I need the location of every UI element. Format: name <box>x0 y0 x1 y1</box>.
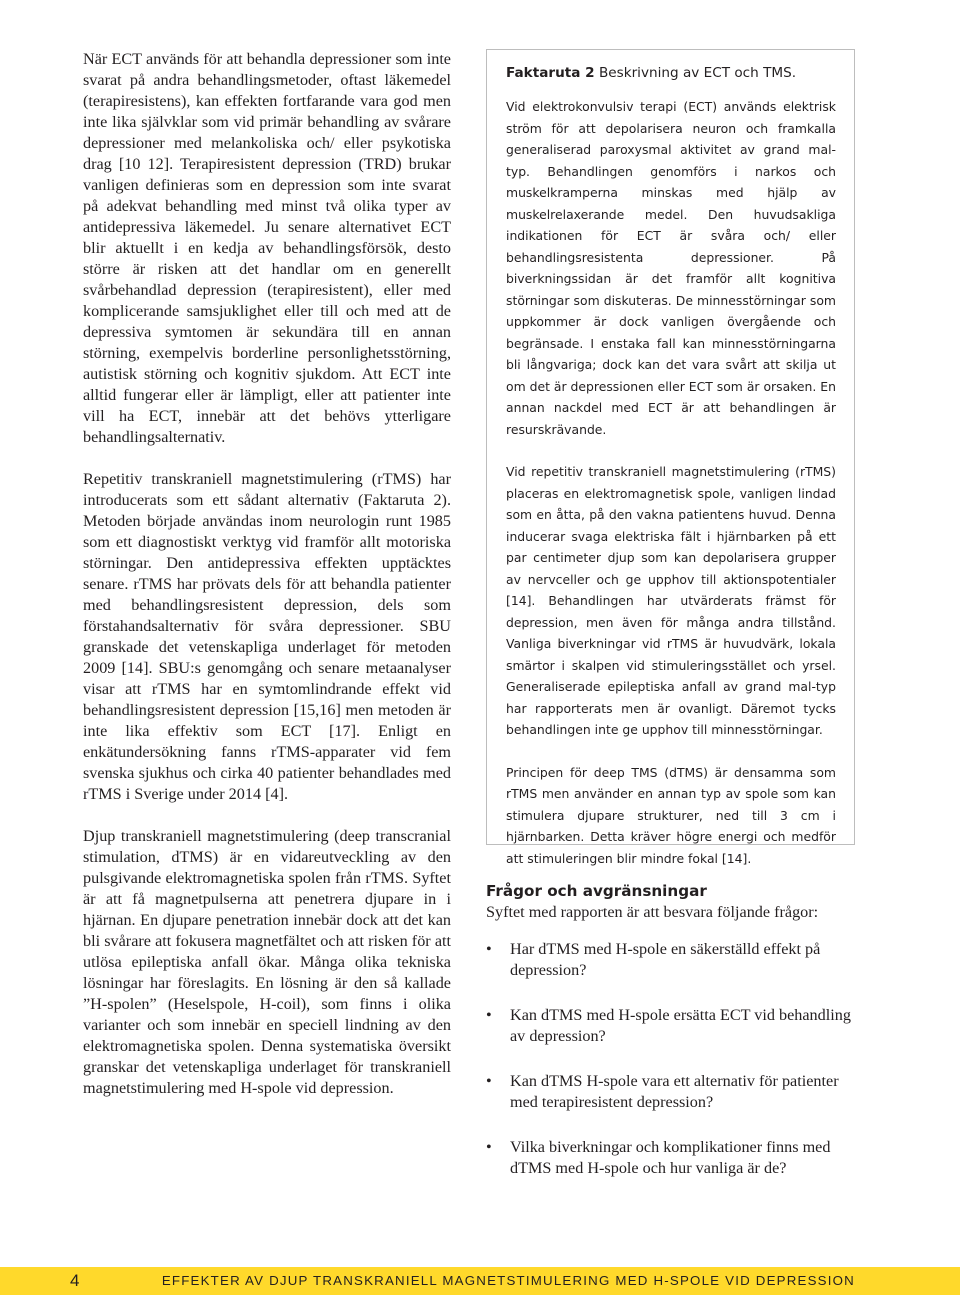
question-text: Har dTMS med H-spole en säkerställd effekt på depression? <box>510 940 821 979</box>
page-number: 4 <box>70 1271 80 1290</box>
questions-intro: Syftet med rapporten är att besvara följande frågor: <box>486 903 819 921</box>
question-item <box>486 939 858 981</box>
factbox-paragraph-ect: Vid elektrokonvulsiv terapi (ECT) används elektrisk ström för att depolarisera neuron och framkalla generaliserad paroxysmal aktivitet av grand mal-typ. Behandlingen genomförs i narkos och muskelkramperna minskas med hjälp av muskelrelaxerande medel. Den huvudsakliga indikationen för ECT är svåra och/ eller behandlingsresistenta depressioner. På biverkningssidan är det framför allt kognitiva störningar som diskuteras. De minnesstörningar som uppkommer är dock vanligen övergående och begränsade. I enstaka fall kan minnesstörningarna bli långvariga; dock kan det vara svårt att skilja ut om det är depressionen eller ECT som är orsaken. En annan nackdel med ECT är att behandlingen är resurskrävande. <box>506 99 836 437</box>
factbox-paragraph-rtms: Vid repetitiv transkraniell magnetstimulering (rTMS) placeras en elektromagnetisk spole, vanligen lindad som en åtta, på den vakna patientens huvud. Denna inducerar svaga elektriska fält i hjärnbarken på ett par centimeter djup som kan depolarisera grupper av nervceller och ge upphov till aktionspotentialer [14]. Behandlingen har utvärderats främst för depression, men även för många andra tillstånd. Vanliga biverkningar vid rTMS är huvudvärk, lokala smärtor i skalpen vid stimuleringsstället och yrsel. Generaliserade epileptiska anfall av grand mal-typ har rapporterats men är ovanligt. Däremot tycks behandlingen inte ge upphov till minnesstörningar. <box>506 464 836 737</box>
question-item <box>486 1005 858 1047</box>
question-text: Kan dTMS H-spole vara ett alternativ för patienter med terapiresistent depression? <box>510 1072 839 1111</box>
factbox-title-lead: Faktaruta 2 <box>506 65 595 81</box>
bullet-icon: • <box>486 1138 492 1156</box>
body-paragraph-rtms: Repetitiv transkraniell magnetstimulering (rTMS) har introducerats som ett sådant alternativ (Faktaruta 2). Metoden började användas inom neurologin runt 1985 som ett diagnostiskt verktyg vid framför allt motoriska störningar. Den antidepressiva effekten upptäcktes senare. rTMS har prövats dels för att behandla patienter med behandlingsresistent depression, dels som förstahandsalternativ för svåra depressioner. SBU granskade det vetenskapliga underlaget för metoden 2009 [14]. SBU:s genomgång och senare metaanalyser visar att rTMS har en symtomlindrande effekt vid behandlingsresistent depression [15,16] men metoden är inte lika effektiv som ECT [17]. Enligt en enkätundersökning fanns rTMS-apparater vid fem svenska sjukhus och cirka 40 patienter behandlades med rTMS i Sverige under 2014 [4]. <box>83 470 451 803</box>
question-text: Kan dTMS med H-spole ersätta ECT vid behandling av depression? <box>510 1006 851 1045</box>
factbox-title-rest: Beskrivning av ECT och TMS. <box>594 65 797 81</box>
questions-section <box>486 880 858 1203</box>
factbox-paragraph-dtms: Principen för deep TMS (dTMS) är densamma som rTMS men använder en annan typ av spole som kan stimulera djupare strukturer, ned till 3 cm i hjärnbarken. Detta kräver högre energi och medför att stimuleringen blir mindre fokal [14]. <box>506 764 836 866</box>
questions-heading: Frågor och avgränsningar <box>486 882 707 900</box>
bullet-icon: • <box>486 940 492 958</box>
question-text: Vilka biverkningar och komplikationer finns med dTMS med H-spole och hur vanliga är de? <box>510 1138 831 1177</box>
questions-list <box>486 939 858 1179</box>
page-footer <box>0 1267 960 1295</box>
running-title: EFFEKTER AV DJUP TRANSKRANIELL MAGNETSTIMULERING MED H-SPOLE VID DEPRESSION <box>161 1273 855 1288</box>
question-item <box>486 1071 858 1113</box>
factbox-title <box>506 64 836 82</box>
body-paragraph-dtms: Djup transkraniell magnetstimulering (deep transcranial stimulation, dTMS) är en vidareutveckling av den pulsgivande elektromagnetiska spolen från rTMS. Syftet är att få magnetpulserna att penetrera djupare in i hjärnan. En djupare penetration innebär dock att det kan bli svårare att fokusera magnetfältet och att risken för att utlösa epileptiska anfall ökar. Många olika tekniska lösningar har föreslagits. En lösning är den så kallade ”H-spolen” (Heselspole, H-coil), som finns i olika varianter och som innebär en speciell lindning av den elektromagnetiska spolen. Denna systematiska översikt granskar det vetenskapliga underlaget för transkraniell magnetstimulering med H-spole vid depression. <box>83 827 451 1097</box>
bullet-icon: • <box>486 1072 492 1090</box>
factbox-2 <box>486 49 855 866</box>
question-item <box>486 1137 858 1179</box>
bullet-icon: • <box>486 1006 492 1024</box>
left-column <box>83 49 451 1120</box>
body-paragraph-ect-resistance: När ECT används för att behandla depressioner som inte svarat på andra behandlingsmetoder, oftast läkemedel (terapiresistens), kan effekten fortfarande vara god men inte lika självklar som vid primär behandling av svårare depressioner med melankoliska och/ eller psykotiska drag [10 12]. Terapiresistent depression (TRD) brukar vanligen definieras som en depression som inte svarat på adekvat behandling med minst två olika typer av antidepressiva läkemedel. Ju senare alternativet ECT blir aktuellt i en kedja av behandlingsförsök, desto större är risken att det handlar om en generellt svårbehandlad depression (terapiresistent), eller med komplicerande samsjuklighet eller till och med att de depressiva symtomen är sekundära till en annan störning, exempelvis borderline personlighetsstörning, autistisk störning och kognitiv sjukdom. Att ECT inte alltid fungerar eller är lämpligt, eller att patienter inte vill ha ECT, innebär att det behövs ytterligare behandlingsalternativ. <box>83 50 451 446</box>
